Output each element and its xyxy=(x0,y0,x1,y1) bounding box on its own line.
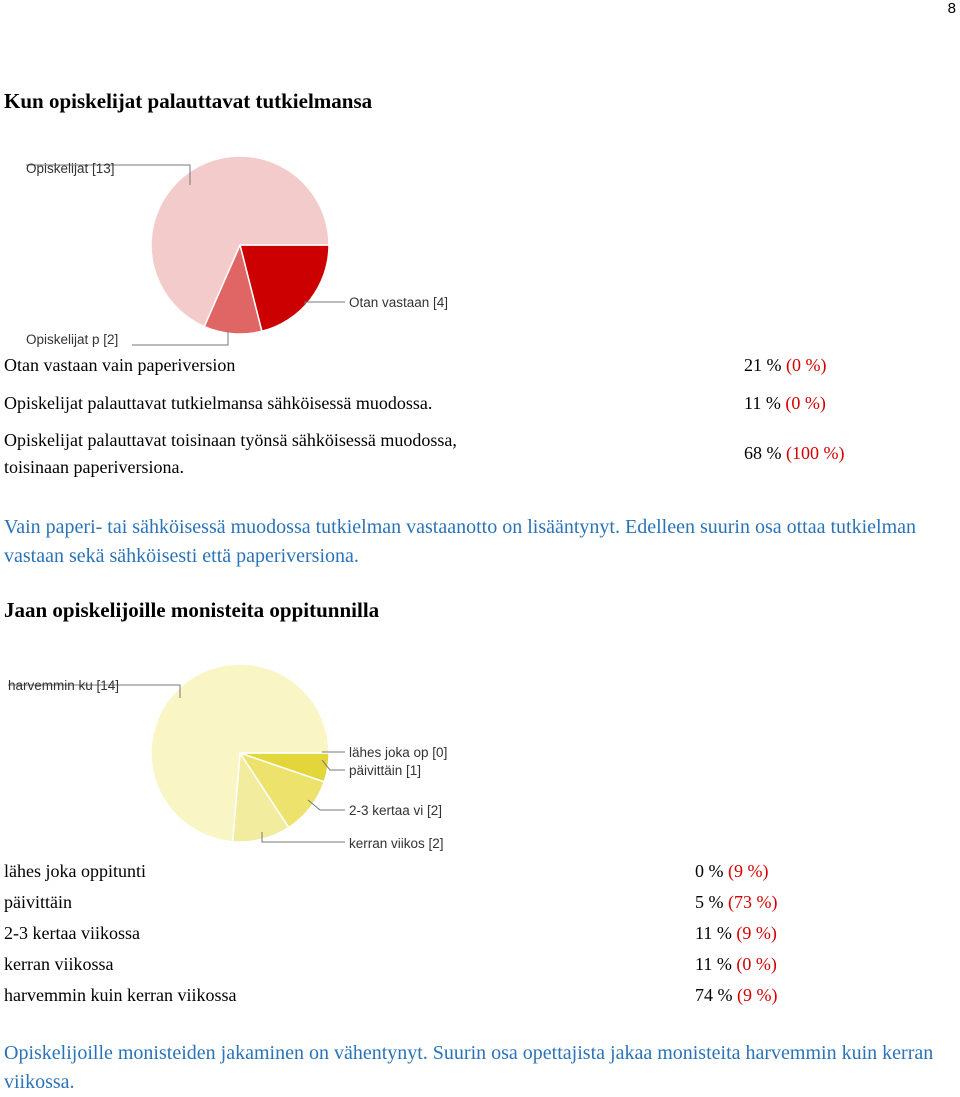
s2-row2-pct: 5 % xyxy=(695,892,724,912)
s2-row3-cmp: (9 %) xyxy=(736,923,777,943)
s2-row4-pct: 11 % xyxy=(695,954,732,974)
section1-heading: Kun opiskelijat palauttavat tutkielmansa xyxy=(4,89,373,113)
pie2-label-2-3-kertaa: 2-3 kertaa vi [2] xyxy=(349,803,443,818)
leader-line xyxy=(132,331,228,345)
section2-heading: Jaan opiskelijoille monisteita oppitunnilla xyxy=(4,598,380,622)
s2-row1-value xyxy=(695,858,768,885)
s1-row2-label: Opiskelijat palauttavat tutkielmansa sähköisessä muodossa. xyxy=(4,393,433,413)
s1-row1-label: Otan vastaan vain paperiversion xyxy=(4,355,236,375)
s1-row2-cmp: (0 %) xyxy=(785,393,826,413)
s2-row2-label: päivittäin xyxy=(4,892,72,912)
pie2-label-paivittain: päivittäin [1] xyxy=(349,763,422,778)
section1-note: Vain paperi- tai sähköisessä muodossa tutkielman vastaanotto on lisääntynyt. Edelleen suurin osa ottaa tutkielman vastaan sekä sähköisesti että paperiversiona. xyxy=(4,516,917,567)
pie-chart-2 xyxy=(0,660,500,860)
s1-row3-pct: 68 % xyxy=(744,443,782,463)
s2-row4-value xyxy=(695,951,777,978)
s1-row2-value xyxy=(744,390,826,417)
pie2-label-kerran: kerran viikos [2] xyxy=(349,836,444,851)
s2-row2-value xyxy=(695,889,777,916)
page-number: 8 xyxy=(947,0,956,17)
s1-row1-value xyxy=(744,352,826,379)
s2-row3-label: 2-3 kertaa viikossa xyxy=(4,923,140,943)
s1-row1-pct: 21 % xyxy=(744,355,782,375)
s2-row3-pct: 11 % xyxy=(695,923,732,943)
s2-row5-pct: 74 % xyxy=(695,985,733,1005)
s2-row5-cmp: (9 %) xyxy=(737,985,778,1005)
s2-row5-value xyxy=(695,982,777,1009)
s1-row1-cmp: (0 %) xyxy=(786,355,827,375)
pie1-label-opiskelijat: Opiskelijat [13] xyxy=(26,161,115,176)
s2-row2-cmp: (73 %) xyxy=(728,892,778,912)
s2-row3-value xyxy=(695,920,777,947)
pie2-label-harvemmin: harvemmin ku [14] xyxy=(8,678,120,693)
s2-row1-cmp: (9 %) xyxy=(728,861,769,881)
leader-line xyxy=(305,302,345,305)
s2-row1-label: lähes joka oppitunti xyxy=(4,861,146,881)
section2-note: Opiskelijoille monisteiden jakaminen on vähentynyt. Suurin osa opettajista jakaa monisteita harvemmin kuin kerran viikossa. xyxy=(4,1042,934,1093)
s2-row5-label: harvemmin kuin kerran viikossa xyxy=(4,985,237,1005)
s1-row3-label-line2: toisinaan paperiversiona. xyxy=(4,457,184,477)
s1-row3-label-line1: Opiskelijat palauttavat toisinaan työnsä sähköisessä muodossa, xyxy=(4,430,457,450)
pie-chart-1 xyxy=(0,145,500,355)
s1-row3-cmp: (100 %) xyxy=(786,443,845,463)
s1-row3-value xyxy=(744,440,844,467)
pie1-label-otan-vastaan: Otan vastaan [4] xyxy=(349,295,449,310)
s2-row4-cmp: (0 %) xyxy=(736,954,777,974)
pie1-label-opiskelijat-p: Opiskelijat p [2] xyxy=(26,332,119,347)
s2-row1-pct: 0 % xyxy=(695,861,724,881)
pie2-label-lahes: lähes joka op [0] xyxy=(349,745,448,760)
s2-row4-label: kerran viikossa xyxy=(4,954,114,974)
s1-row2-pct: 11 % xyxy=(744,393,781,413)
